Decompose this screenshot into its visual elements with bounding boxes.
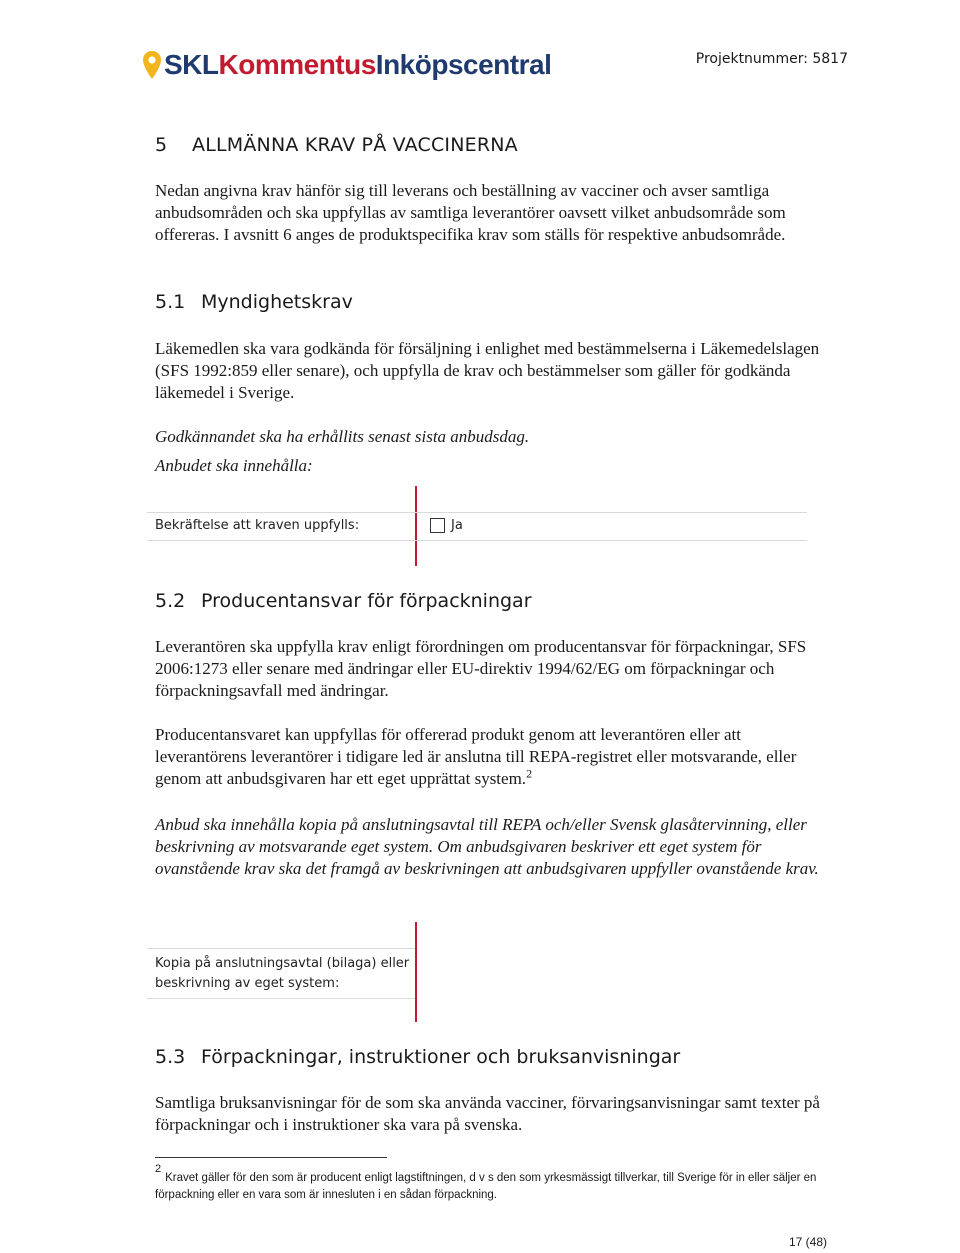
form-top-border	[147, 512, 807, 513]
logo-inkopscentral: Inköpscentral	[375, 49, 552, 80]
logo-skl: SKL	[164, 49, 219, 80]
footnote-marker: 2	[155, 1163, 162, 1175]
section-5-title: ALLMÄNNA KRAV PÅ VACCINERNA	[192, 134, 518, 156]
logo	[142, 48, 551, 82]
attachment-label	[155, 954, 409, 994]
section-5-2-para-1: Leverantören ska uppfylla krav enligt förordningen om producentansvar för förpackningar, SFS 2006:1273 eller senare med ändringar eller EU-direktiv 1994/62/EG om förpackningar och förpackningsavfall med ändringar.	[155, 637, 807, 700]
footnote-reference: 2	[526, 766, 533, 781]
section-5-1-italic-2: Anbudet ska innehålla:	[155, 456, 313, 475]
section-5-2-heading	[155, 590, 532, 612]
section-5-3-number: 5.3	[155, 1046, 186, 1068]
section-5-2-italic: Anbud ska innehålla kopia på anslutningsavtal till REPA och/eller Svensk glasåtervinning, eller beskrivning av motsvarande eget system. Om anbudsgivaren beskriver ett eget system för ovanstående krav ska det framgå av beskrivningen att anbudsgivaren uppfyller ovanstående krav.	[155, 815, 819, 878]
section-5-3-title: Förpackningar, instruktioner och bruksanvisningar	[201, 1046, 681, 1068]
section-5-1-heading	[155, 291, 353, 313]
attachment-label-line-2: beskrivning av eget system:	[155, 976, 340, 991]
attachment-label-line-1: Kopia på anslutningsavtal (bilaga) eller	[155, 956, 410, 971]
section-5-2-para-2	[155, 724, 835, 790]
logo-kommentus: Kommentus	[218, 49, 376, 80]
section-5-3-heading	[155, 1046, 680, 1068]
section-5-1-number: 5.1	[155, 291, 186, 313]
section-5-2-title: Producentansvar för förpackningar	[201, 590, 532, 612]
logo-text	[164, 48, 551, 82]
project-number: Projektnummer: 5817	[695, 51, 848, 67]
section-5-1-title: Myndighetskrav	[201, 291, 353, 313]
section-5-2-para-2-text: Producentansvaret kan uppfyllas för offererad produkt genom att leverantören eller att leverantörens leverantörer i tidigare led är anslutna till REPA-registret eller motsvarande, eller genom att anbudsgivaren har ett eget upprättat system.	[155, 725, 797, 788]
confirmation-checkbox[interactable]	[430, 518, 445, 533]
form-bottom-border	[147, 540, 807, 541]
section-5-intro: Nedan angivna krav hänför sig till leverans och beställning av vacciner och avser samtliga anbudsområden och ska uppfyllas av samtliga leverantörer oavsett vilket anbudsområde som offereras. I avsnitt 6 anges de produktspecifika krav som ställs för respektive anbudsområde.	[155, 181, 786, 244]
footnote-text: Kravet gäller för den som är producent enligt lagstiftningen, d v s den som yrkesmässigt tillverkar, till Sverige för in eller säljer en förpackning eller en vara som är innesluten i en sådan förpackning.	[155, 1171, 817, 1201]
form-divider	[415, 486, 417, 566]
section-5-2-number: 5.2	[155, 590, 186, 612]
section-5-heading	[155, 134, 518, 156]
confirmation-checkbox-label: Ja	[451, 518, 463, 533]
footnote-rule	[155, 1157, 387, 1158]
footnote	[155, 1165, 835, 1204]
page-number: 17 (48)	[788, 1235, 827, 1249]
section-5-1-italic-1: Godkännandet ska ha erhållits senast sista anbudsdag.	[155, 427, 530, 446]
section-5-1-body: Läkemedlen ska vara godkända för försäljning i enlighet med bestämmelserna i Läkemedelslagen (SFS 1992:859 eller senare), och uppfylla de krav och bestämmelser som gäller för godkända läkemedel i Sverige.	[155, 339, 820, 402]
form-divider	[415, 922, 417, 1022]
form-top-border	[147, 948, 415, 949]
section-5-3-body: Samtliga bruksanvisningar för de som ska använda vacciner, förvaringsanvisningar samt texter på förpackningar och i instruktioner ska vara på svenska.	[155, 1093, 820, 1134]
location-pin-icon	[142, 50, 162, 80]
section-5-number: 5	[155, 134, 168, 156]
confirmation-label: Bekräftelse att kraven uppfylls:	[155, 518, 360, 533]
form-bottom-border	[147, 998, 415, 999]
